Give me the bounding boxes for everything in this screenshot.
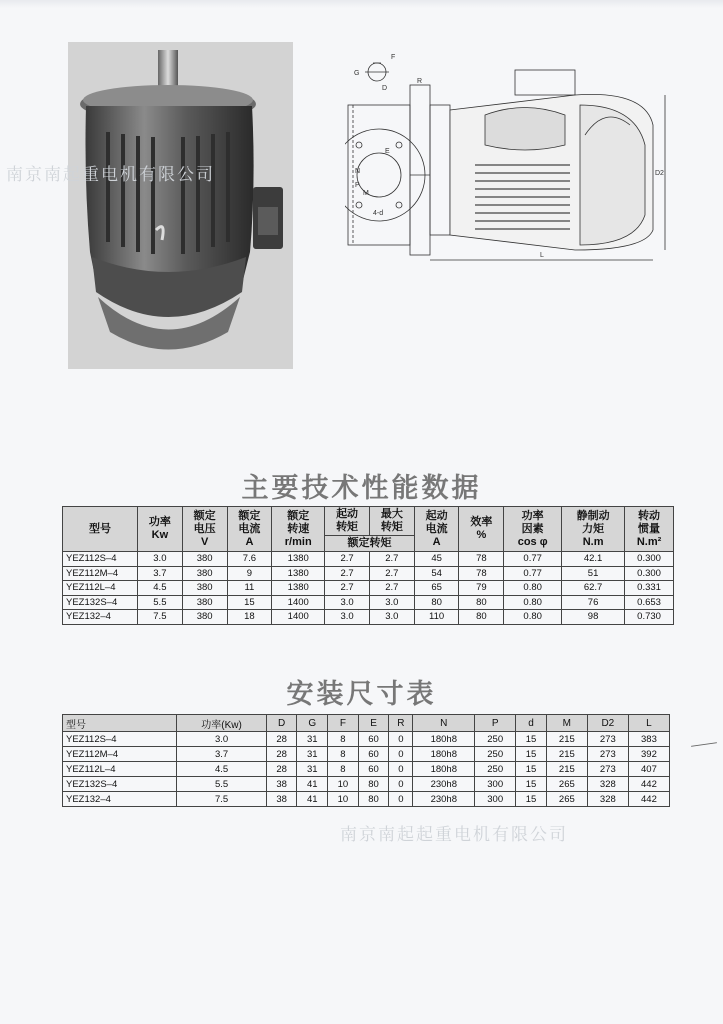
table-cell: 3.0: [325, 595, 370, 610]
table-cell: YEZ112S–4: [63, 552, 138, 567]
header-max-torque: 最大 转矩: [369, 507, 414, 536]
table-row: [63, 762, 670, 777]
table-cell: 10: [328, 792, 359, 807]
table-cell: 5.5: [177, 777, 267, 792]
table-cell: 5.5: [138, 595, 183, 610]
column-header: L: [628, 715, 669, 732]
column-header: D2: [587, 715, 628, 732]
column-header: D: [266, 715, 297, 732]
table-cell: 8: [328, 747, 359, 762]
table-cell: YEZ132S–4: [63, 777, 177, 792]
label-d2: D2: [655, 170, 664, 177]
table-cell: YEZ132–4: [63, 610, 138, 625]
table-row: [63, 732, 670, 747]
performance-table: 型号 功率 Kw 额定 电压 V 额定 电流 A 额定 转速 r/min 起动 转矩 最大 转矩 起动 电流 A 效率 % 功率 因素 cos φ 静制动 力矩 N.m 转动 惯量 N.m² 额定转矩 YEZ112S–4 3.0 380 7.6 1380 2.7 2.7 45 78 0.77 42.1 0.300 YEZ112M–4 3.7 380 9 1380 2.7 2.7 54 78 0.77 51 0.300 YEZ112L–4 4.5 380 11 1380 2.7 2.7 65 79 0.80 62.7 0.331 YEZ132S–4 5.5 380 15 1400 3.0 3.0 80 80 0.80 76 0.653 YEZ132–4 7.5 380 18 1400 3.0 3.0 110 80 0.80 98 0.730: [62, 506, 674, 625]
table-cell: 79: [459, 581, 504, 596]
column-header: P: [475, 715, 516, 732]
dimensions-table: [62, 714, 670, 807]
table-cell: 180h8: [413, 747, 475, 762]
table-cell: 380: [182, 552, 227, 567]
table-cell: 215: [546, 732, 587, 747]
table-cell: 80: [459, 595, 504, 610]
table-cell: 1400: [272, 595, 325, 610]
table-cell: 180h8: [413, 762, 475, 777]
table-cell: 0.80: [504, 581, 562, 596]
table-cell: 18: [227, 610, 272, 625]
table-cell: 38: [266, 792, 297, 807]
table-cell: 2.7: [369, 566, 414, 581]
table-row: [63, 595, 674, 610]
table-cell: 3.0: [138, 552, 183, 567]
dimensions-title: 安装尺寸表: [286, 679, 437, 710]
table-cell: 3.0: [369, 610, 414, 625]
table-cell: 0: [389, 732, 413, 747]
table-cell: 80: [459, 610, 504, 625]
table-cell: 215: [546, 747, 587, 762]
table-row: [63, 566, 674, 581]
table-cell: YEZ112L–4: [63, 581, 138, 596]
table-cell: 7.5: [138, 610, 183, 625]
table-cell: 4.5: [138, 581, 183, 596]
table-cell: YEZ112M–4: [63, 566, 138, 581]
dimension-drawing: [345, 45, 675, 265]
table-cell: 62.7: [562, 581, 625, 596]
table-cell: YEZ112M–4: [63, 747, 177, 762]
table-cell: YEZ132S–4: [63, 595, 138, 610]
table-cell: 3.0: [369, 595, 414, 610]
performance-title: 主要技术性能数据: [241, 473, 482, 504]
table-cell: 15: [516, 732, 547, 747]
table-cell: 42.1: [562, 552, 625, 567]
table-cell: 1380: [272, 566, 325, 581]
watermark-top: 南京南起重电机有限公司: [6, 165, 215, 185]
table-cell: 2.7: [325, 581, 370, 596]
label-g: G: [354, 70, 360, 77]
table-cell: 3.7: [177, 747, 267, 762]
table-row: [63, 552, 674, 567]
table-cell: 15: [227, 595, 272, 610]
table-cell: 31: [297, 762, 328, 777]
column-header: G: [297, 715, 328, 732]
table-cell: 65: [414, 581, 459, 596]
column-header: 功率(Kw): [177, 715, 267, 732]
paper-edge: [0, 0, 723, 8]
table-cell: 273: [587, 762, 628, 777]
table-cell: 45: [414, 552, 459, 567]
table-row: [63, 777, 670, 792]
table-cell: 8: [328, 762, 359, 777]
table-cell: 28: [266, 732, 297, 747]
table-cell: 11: [227, 581, 272, 596]
table-cell: YEZ112S–4: [63, 732, 177, 747]
column-header: M: [546, 715, 587, 732]
table-cell: 380: [182, 581, 227, 596]
table-cell: 38: [266, 777, 297, 792]
column-header: R: [389, 715, 413, 732]
table-cell: 3.0: [177, 732, 267, 747]
table-cell: 0.77: [504, 552, 562, 567]
table-cell: 215: [546, 762, 587, 777]
table-cell: 110: [414, 610, 459, 625]
table-cell: 60: [358, 747, 389, 762]
table-cell: 1380: [272, 552, 325, 567]
header-torque-group: 额定转矩: [325, 536, 415, 552]
header-model: 型号: [63, 507, 138, 552]
table-cell: 3.0: [325, 610, 370, 625]
table-cell: 51: [562, 566, 625, 581]
column-header: N: [413, 715, 475, 732]
table-cell: 0.80: [504, 610, 562, 625]
table-cell: YEZ132–4: [63, 792, 177, 807]
label-r: R: [417, 78, 423, 85]
column-header: d: [516, 715, 547, 732]
table-cell: 230h8: [413, 777, 475, 792]
label-p: P: [355, 182, 360, 189]
table-cell: 60: [358, 762, 389, 777]
table-cell: 380: [182, 566, 227, 581]
table-cell: 1380: [272, 581, 325, 596]
table-cell: 0.730: [625, 610, 674, 625]
table-cell: 41: [297, 777, 328, 792]
table-cell: 250: [475, 762, 516, 777]
table-cell: 0: [389, 762, 413, 777]
table-cell: 0.80: [504, 595, 562, 610]
table-cell: 15: [516, 747, 547, 762]
table-cell: 250: [475, 732, 516, 747]
table-cell: 0.300: [625, 566, 674, 581]
label-d: D: [382, 85, 388, 92]
header-start-torque: 起动 转矩: [325, 507, 370, 536]
table-cell: 10: [328, 777, 359, 792]
table-cell: 54: [414, 566, 459, 581]
table-row: [63, 747, 670, 762]
table-row: [63, 610, 674, 625]
table-cell: 76: [562, 595, 625, 610]
table-cell: 1400: [272, 610, 325, 625]
table-cell: 0.77: [504, 566, 562, 581]
table-cell: 328: [587, 792, 628, 807]
table-cell: 265: [546, 792, 587, 807]
table-row: [63, 792, 670, 807]
watermark-bottom: 南京南起起重电机有限公司: [340, 825, 568, 845]
table-cell: 15: [516, 777, 547, 792]
table-cell: 407: [628, 762, 669, 777]
table-cell: 7.6: [227, 552, 272, 567]
table-cell: 78: [459, 566, 504, 581]
table-cell: 250: [475, 747, 516, 762]
table-cell: 15: [516, 762, 547, 777]
table-cell: 380: [182, 610, 227, 625]
table-cell: 80: [358, 792, 389, 807]
table-cell: 180h8: [413, 732, 475, 747]
label-e: E: [385, 148, 390, 155]
table-cell: 300: [475, 792, 516, 807]
column-header: E: [358, 715, 389, 732]
table-cell: 4.5: [177, 762, 267, 777]
label-f: F: [391, 54, 396, 61]
table-cell: 230h8: [413, 792, 475, 807]
table-cell: 28: [266, 747, 297, 762]
table-cell: 80: [358, 777, 389, 792]
table-cell: 3.7: [138, 566, 183, 581]
table-cell: 2.7: [325, 566, 370, 581]
table-cell: 0: [389, 792, 413, 807]
table-cell: 273: [587, 747, 628, 762]
table-cell: 383: [628, 732, 669, 747]
motor-photo: [68, 42, 293, 369]
column-header: F: [328, 715, 359, 732]
label-m: M: [363, 190, 369, 197]
table-cell: 442: [628, 792, 669, 807]
table-cell: 265: [546, 777, 587, 792]
column-header: 型号: [63, 715, 177, 732]
table-cell: 2.7: [325, 552, 370, 567]
table-cell: 0.300: [625, 552, 674, 567]
table-cell: 442: [628, 777, 669, 792]
table-cell: 392: [628, 747, 669, 762]
table-cell: 0.653: [625, 595, 674, 610]
table-cell: 0: [389, 777, 413, 792]
table-cell: 273: [587, 732, 628, 747]
table-cell: 98: [562, 610, 625, 625]
label-4d: 4-d: [373, 210, 384, 217]
table-cell: 0.331: [625, 581, 674, 596]
table-cell: YEZ112L–4: [63, 762, 177, 777]
table-cell: 380: [182, 595, 227, 610]
table-cell: 8: [328, 732, 359, 747]
table-cell: 31: [297, 747, 328, 762]
table-cell: 80: [414, 595, 459, 610]
table-cell: 60: [358, 732, 389, 747]
table-cell: 78: [459, 552, 504, 567]
table-cell: 0: [389, 747, 413, 762]
table-cell: 9: [227, 566, 272, 581]
table-row: [63, 581, 674, 596]
table-cell: 328: [587, 777, 628, 792]
label-l: L: [540, 252, 544, 259]
table-cell: 2.7: [369, 552, 414, 567]
table-cell: 300: [475, 777, 516, 792]
table-cell: 15: [516, 792, 547, 807]
table-cell: 41: [297, 792, 328, 807]
table-cell: 7.5: [177, 792, 267, 807]
table-cell: 2.7: [369, 581, 414, 596]
pen-mark: [691, 742, 717, 747]
label-n: N: [355, 168, 361, 175]
table-cell: 31: [297, 732, 328, 747]
table-cell: 28: [266, 762, 297, 777]
